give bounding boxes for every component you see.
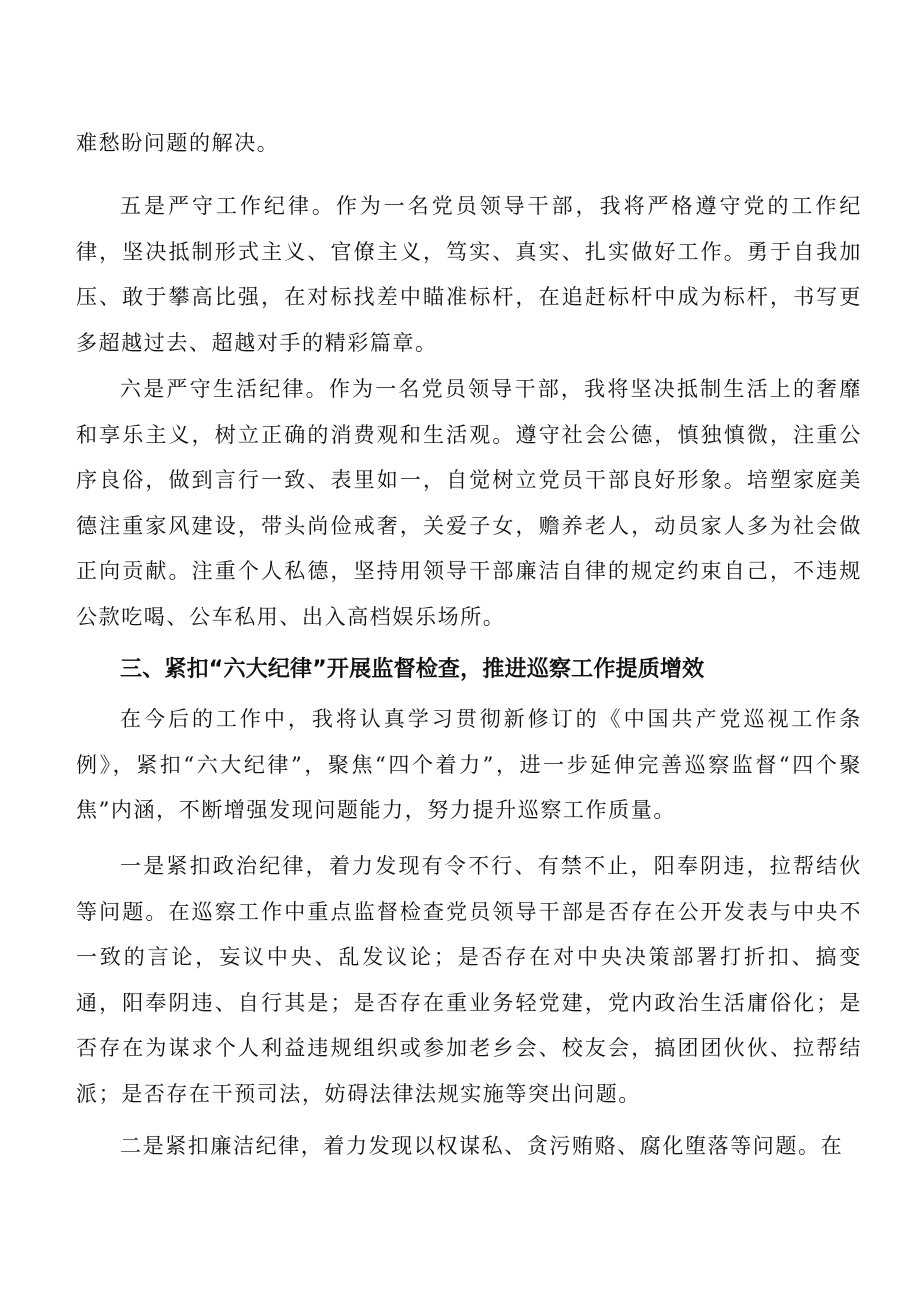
paragraph-life-discipline: 六是严守生活纪律。作为一名党员领导干部，我将坚决抵制生活上的奢靡和享乐主义，树立正确的消费观和生活观。遵守社会公德，慎独慎微，注重公序良俗，做到言行一致、表里如一，自觉树立党员干部良好形象。培塑家庭美德注重家风建设，带头尚俭戒奢，关爱子女，赡养老人，动员家人多为社会做正向贡献。注重个人私德，坚持用领导干部廉洁自律的规定约束自己，不违规公款吃喝、公车私用、出入高档娱乐场所。 [76, 377, 862, 629]
paragraph-political-discipline: 一是紧扣政治纪律，着力发现有令不行、有禁不止，阳奉阴违，拉帮结伙等问题。在巡察工作中重点监督检查党员领导干部是否存在公开发表与中央不一致的言论，妄议中央、乱发议论；是否存在对中央决策部署打折扣、搞变通，阳奉阴违、自行其是；是否存在重业务轻党建，党内政治生活庸俗化；是否存在为谋求个人利益违规组织或参加老乡会、校友会，搞团团伙伙、拉帮结派；是否存在干预司法，妨碍法律法规实施等突出问题。 [76, 854, 862, 1106]
paragraph-future-work: 在今后的工作中，我将认真学习贯彻新修订的《中国共产党巡视工作条例》，紧扣“六大纪律”，聚焦“四个着力”，进一步延伸完善巡察监督“四个聚焦”内涵，不断增强发现问题能力，努力提升巡察工作质量。 [76, 707, 862, 822]
paragraph-work-discipline: 五是严守工作纪律。作为一名党员领导干部，我将严格遵守党的工作纪律，坚决抵制形式主义、官僚主义，笃实、真实、扎实做好工作。勇于自我加压、敢于攀高比强，在对标找差中瞄准标杆，在追赶标杆中成为标杆，书写更多超越过去、超越对手的精彩篇章。 [76, 194, 862, 355]
paragraph-integrity-discipline: 二是紧扣廉洁纪律，着力发现以权谋私、贪污贿赂、腐化堕落等问题。在 [120, 1134, 844, 1158]
section-heading-three: 三、紧扣“六大纪律”开展监督检查，推进巡察工作提质增效 [120, 657, 705, 682]
paragraph-continuation: 难愁盼问题的解决。 [76, 131, 280, 155]
